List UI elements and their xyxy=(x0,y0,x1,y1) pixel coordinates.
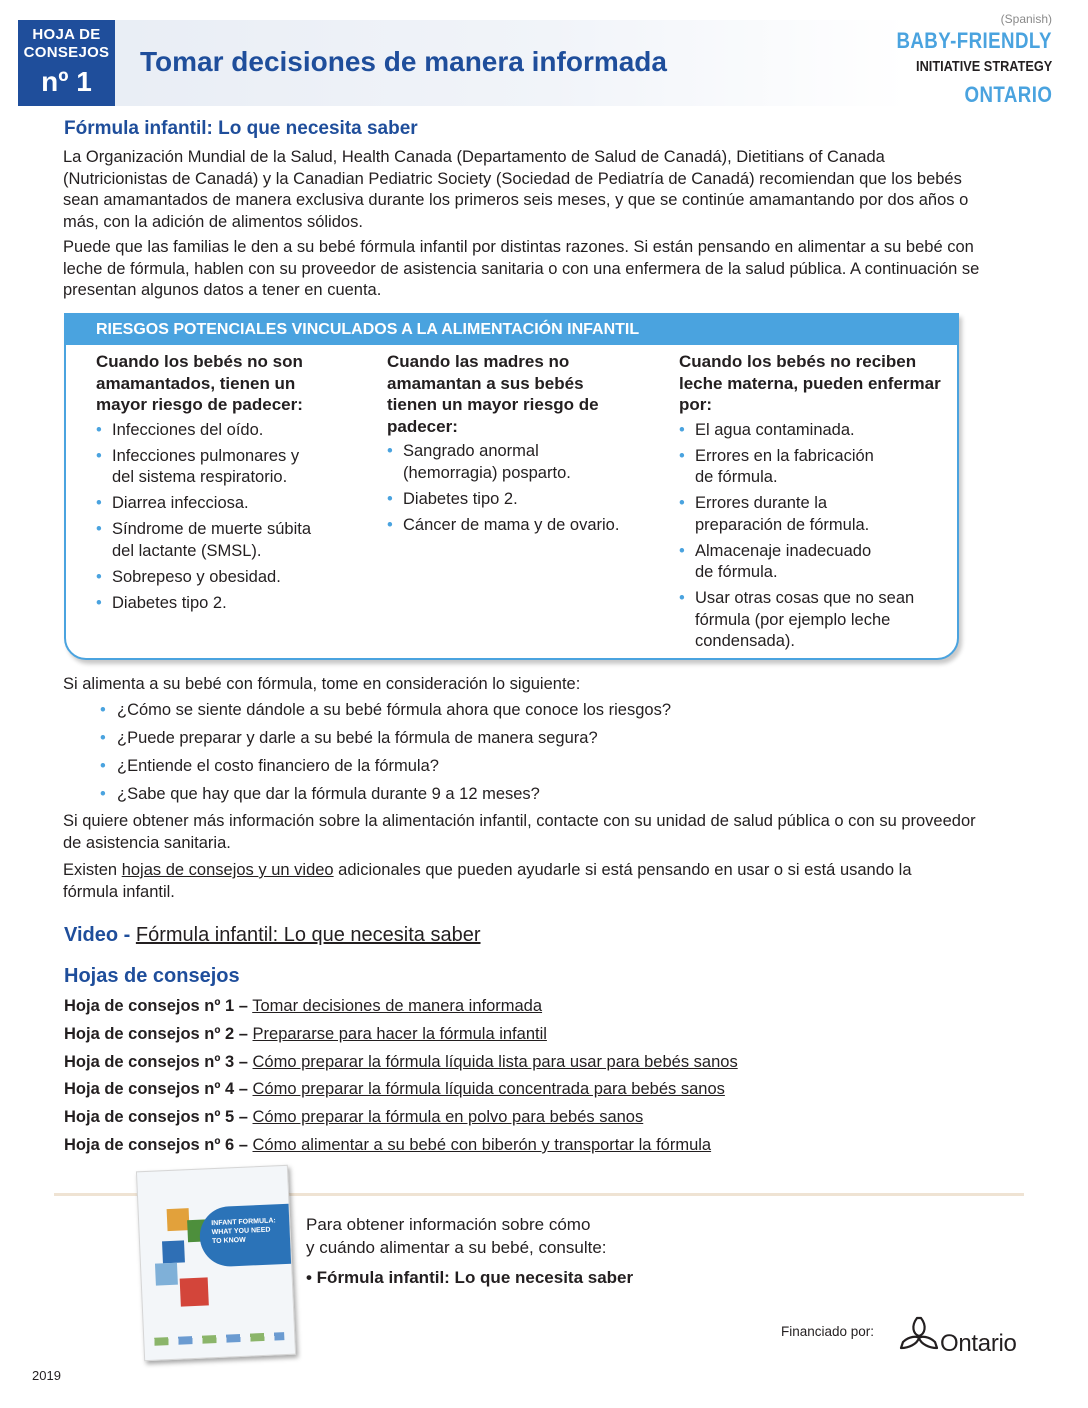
risks-title: RIESGOS POTENCIALES VINCULADOS A LA ALIMENTACIÓN INFANTIL xyxy=(66,315,957,345)
page-title: Tomar decisiones de manera informada xyxy=(140,46,667,77)
consider-list xyxy=(100,700,671,812)
booklet-cover-text: INFANT FORMULA: WHAT YOU NEED TO KNOW xyxy=(211,1217,276,1246)
video-link[interactable]: Fórmula infantil: Lo que necesita saber xyxy=(135,924,481,946)
list-item: • Usar otras cosas que no sean fórmula (por ejemplo leche condensada). xyxy=(679,588,941,653)
tip-sheet-link[interactable]: Cómo alimentar a su bebé con biberón y transportar la fórmula xyxy=(252,1135,712,1154)
tip-sheet-label: Hoja de consejos nº 3 – xyxy=(64,1052,248,1071)
tip-sheet-link[interactable]: Tomar decisiones de manera informada xyxy=(252,997,543,1015)
footer-info-bullet[interactable]: • Fórmula infantil: Lo que necesita saber xyxy=(306,1268,634,1287)
list-item: • Almacenaje inadecuado de fórmula. xyxy=(679,541,889,584)
list-item: • Infecciones del oído. xyxy=(96,420,316,442)
tips-heading: Hojas de consejos xyxy=(64,965,240,987)
list-item: • ¿Sabe que hay que dar la fórmula durante 9 a 12 meses? xyxy=(100,784,671,806)
risk-column-2 xyxy=(387,351,620,541)
risks-box xyxy=(64,313,959,660)
tip-sheet-label: Hoja de consejos nº 4 – xyxy=(64,1080,248,1099)
list-item: • El agua contaminada. xyxy=(679,420,924,442)
risk-column-heading: Cuando los bebés no son amamantados, tienen un mayor riesgo de padecer: xyxy=(96,352,303,414)
tip-sheet-label: Hoja de consejos nº 6 – xyxy=(64,1135,248,1154)
logo-language: (Spanish) xyxy=(1000,12,1052,26)
logo-line3: ONTARIO xyxy=(964,82,1052,107)
list-item: • Sobrepeso y obesidad. xyxy=(96,567,316,589)
cube-shape xyxy=(180,1277,209,1306)
list-item: • Errores en la fabricación de fórmula. xyxy=(679,446,894,489)
footer-info-line2: y cuándo alimentar a su bebé, consulte: xyxy=(306,1238,607,1257)
ontario-wordmark: Ontario xyxy=(940,1330,1017,1357)
footer-info-text xyxy=(306,1213,607,1259)
footer-info-line1: Para obtener información sobre cómo xyxy=(306,1215,591,1234)
tip-sheet-item xyxy=(64,1024,738,1046)
tip-sheet-label: Hoja de consejos nº 1 – xyxy=(64,997,248,1015)
intro-paragraph-1: La Organización Mundial de la Salud, Health Canada (Departamento de Salud de Canadá), Dietitians of Canada (Nutricionistas de Canadá) y la Canadian Pediatric Society (Sociedad de Pediatría de Canadá) recomiendan que los bebés sean amamantados de manera exclusiva durante los primeros seis meses, y que se continúe amamantando por dos años o más, con la adición de alimentos sólidos. xyxy=(63,148,969,231)
badge-line2: CONSEJOS xyxy=(23,44,110,61)
tips-list xyxy=(64,996,738,1163)
list-item: • Diarrea infecciosa. xyxy=(96,493,316,515)
tip-sheet-label: Hoja de consejos nº 5 – xyxy=(64,1108,248,1127)
tip-sheet-item xyxy=(64,996,738,1018)
tip-sheet-item xyxy=(64,1052,738,1074)
tip-sheet-label: Hoja de consejos nº 2 – xyxy=(64,1024,248,1043)
intro-paragraph-2: Puede que las familias le den a su bebé fórmula infantil por distintas razones. Si están pensando en alimentar a su bebé con leche de fórmula, hablen con su proveedor de asistencia sanitaria o con una enfermera de la salud pública. A continuación se presentan algunos datos a tener en cuenta. xyxy=(63,238,980,299)
publication-year: 2019 xyxy=(32,1368,61,1383)
tip-sheet-link[interactable]: Cómo preparar la fórmula líquida lista para usar para bebés sanos xyxy=(252,1052,738,1071)
list-item: • ¿Entiende el costo financiero de la fórmula? xyxy=(100,756,671,778)
section-subtitle: Fórmula infantil: Lo que necesita saber xyxy=(64,118,418,139)
list-item: • Infecciones pulmonares y del sistema respiratorio. xyxy=(96,446,321,489)
more-info-text: Si quiere obtener más información sobre la alimentación infantil, contacte con su unidad de salud pública o con su proveedor de asistencia sanitaria. xyxy=(63,812,976,852)
video-label: Video - xyxy=(64,924,131,946)
badge-number: nº 1 xyxy=(41,66,92,97)
tip-sheet-link[interactable]: Cómo preparar la fórmula líquida concentrada para bebés sanos xyxy=(252,1080,725,1099)
list-item: • ¿Puede preparar y darle a su bebé la fórmula de manera segura? xyxy=(100,728,671,750)
list-item: • Errores durante la preparación de fórmula. xyxy=(679,493,894,536)
funded-by-label: Financiado por: xyxy=(781,1324,875,1339)
booklet-logo-strip xyxy=(154,1332,284,1346)
tip-sheet-badge xyxy=(18,20,115,106)
tip-sheets-video-link[interactable]: hojas de consejos y un video xyxy=(121,861,334,879)
risk-column-3 xyxy=(679,351,944,657)
list-item: • Cáncer de mama y de ovario. xyxy=(387,515,647,537)
extra-text-before: Existen xyxy=(63,861,122,879)
tip-sheet-item xyxy=(64,1135,738,1157)
tip-sheet-item xyxy=(64,1107,738,1129)
risk-column-heading: Cuando las madres no amamantan a sus bebés tienen un mayor riesgo de padecer: xyxy=(387,352,599,436)
list-item: • Diabetes tipo 2. xyxy=(387,489,637,511)
list-item: • Sangrado anormal (hemorragia) posparto. xyxy=(387,441,587,484)
consider-intro: Si alimenta a su bebé con fórmula, tome en consideración lo siguiente: xyxy=(63,675,581,693)
cube-shape xyxy=(155,1263,178,1286)
list-item: • Síndrome de muerte súbita del lactante (SMSL). xyxy=(96,519,328,562)
risk-column-heading: Cuando los bebés no reciben leche materna, pueden enfermar por: xyxy=(679,352,941,414)
list-item: • ¿Cómo se siente dándole a su bebé fórmula ahora que conoce los riesgos? xyxy=(100,700,671,722)
extra-resources-text xyxy=(63,860,953,903)
tip-sheet-link[interactable]: Cómo preparar la fórmula en polvo para bebés sanos xyxy=(252,1108,644,1127)
extra-text-after: adicionales que pueden ayudarle si está pensando en usar o si está usando la fórmula infantil. xyxy=(63,861,912,901)
logo-line2: INITIATIVE STRATEGY xyxy=(915,58,1052,75)
logo-line1: BABY-FRIENDLY xyxy=(896,28,1052,53)
cube-shape xyxy=(162,1240,185,1263)
list-item: • Diabetes tipo 2. xyxy=(96,593,316,615)
video-line xyxy=(64,922,481,948)
risk-column-1 xyxy=(96,351,346,619)
tip-sheet-link[interactable]: Prepararse para hacer la fórmula infantil xyxy=(252,1024,547,1043)
badge-line1: HOJA DE xyxy=(32,26,101,43)
booklet-cover-image[interactable] xyxy=(136,1165,296,1361)
tip-sheet-item xyxy=(64,1079,738,1101)
